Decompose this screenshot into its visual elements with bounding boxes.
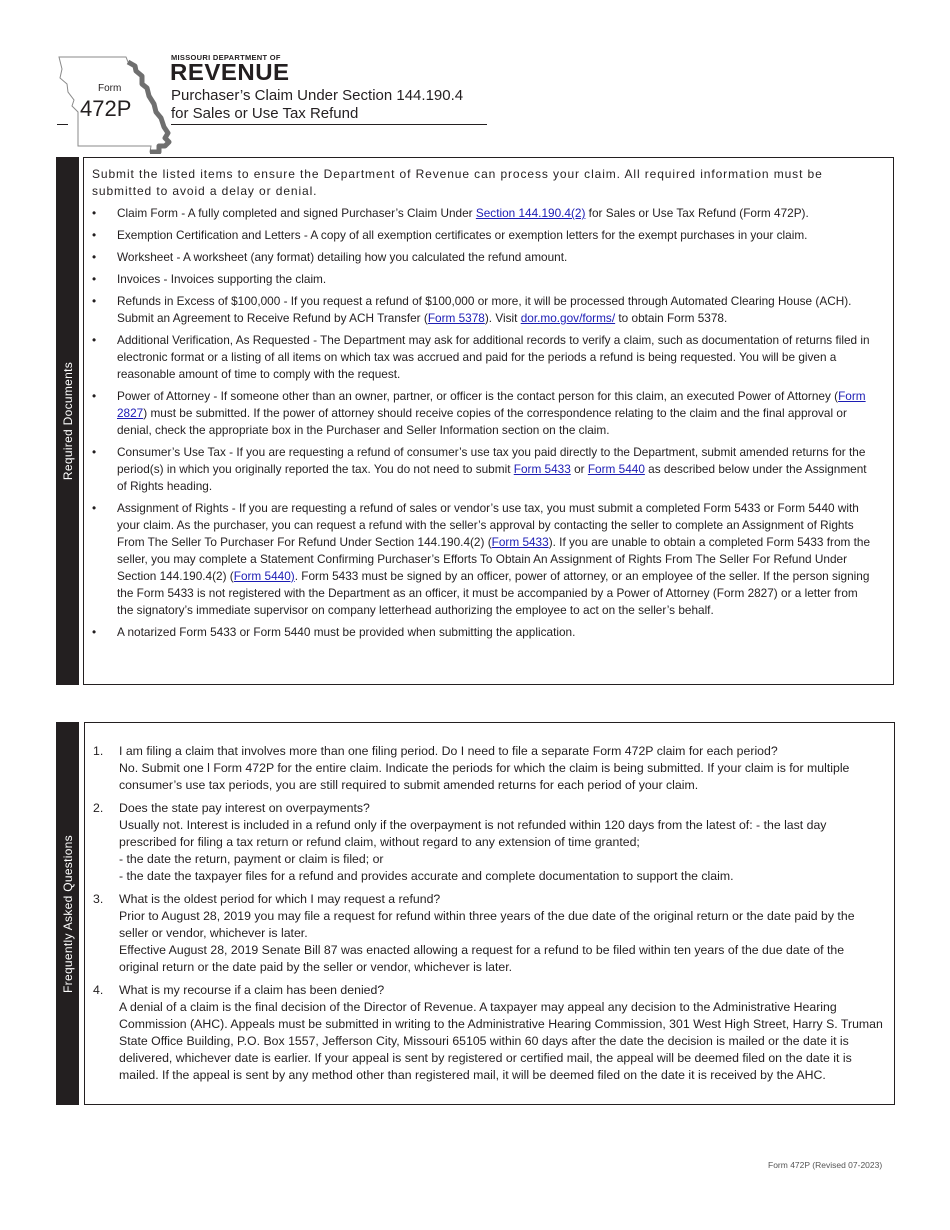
faq-number: 3. (93, 892, 104, 906)
faq-number: 4. (93, 983, 104, 997)
required-documents-section (83, 157, 894, 685)
form-link[interactable]: Form 2827 (117, 389, 866, 420)
page-title (171, 87, 463, 123)
form-label: Form (98, 83, 122, 94)
agency-state-line: MISSOURI DEPARTMENT OF (171, 53, 281, 62)
item-text: Additional Verification, As Requested - The Department may ask for additional records to verify a claim, such as documentation of returns filed in electronic format or a listing of all items on which tax was accrued and paid for the periods a refund is being requested. You will be given a reasonable amount of time to comply with the request. (117, 333, 870, 381)
item-text: A notarized Form 5433 or Form 5440 must be provided when submitting the application. (117, 625, 576, 639)
faq-question: Does the state pay interest on overpayments? (119, 801, 370, 815)
form-link[interactable]: Form 5433 (513, 462, 571, 476)
item-text: Worksheet - A worksheet (any format) detailing how you calculated the refund amount. (117, 250, 568, 264)
faq-item (93, 800, 884, 885)
faq-number: 1. (93, 744, 104, 758)
required-document-item (92, 205, 870, 222)
item-text: Consumer’s Use Tax - If you are requesting a refund of consumer’s use tax you paid directly to the Department, submit amended returns for the period(s) in which you originally reported the tax. You do not need to submit (117, 445, 866, 476)
faq-number: 2. (93, 801, 104, 815)
faq-section (84, 722, 895, 1105)
agency-logo-wordmark: REVENUE (170, 60, 290, 86)
item-text: Assignment of Rights - If you are requesting a refund of sales or vendor’s use tax, you must submit a completed Form 5433 or Form 5440 with your claim. As the purchaser, you can request a refund with the seller’s approval by contacting the seller to complete an Assignment of Rights From The Seller To Purchaser For Refund Under Section 144.190.4(2) ( (117, 501, 859, 549)
item-text: Exemption Certification and Letters - A copy of all exemption certificates or exemption letters for the exempt purchases in your claim. (117, 228, 808, 242)
required-document-item (92, 500, 870, 619)
faq-item (93, 982, 884, 1084)
faq-answer: No. Submit one l Form 472P for the entire claim. Indicate the periods for which the claim is being submitted. If your claim is for multiple consumer’s use tax periods, you are still required to submit amended returns for each period of your claim. (119, 761, 850, 792)
form-number: 472P (80, 96, 132, 121)
item-text: ) must be submitted. If the power of attorney should receive copies of the correspondence relating to the claim and the final approval or denial, check the appropriate box in the Purchaser and Seller Information section on the claim. (117, 406, 847, 437)
form-revision-footer: Form 472P (Revised 07-2023) (768, 1160, 883, 1170)
item-text: for Sales or Use Tax Refund (Form 472P). (585, 206, 809, 220)
faq-tab (56, 722, 79, 1105)
item-text: . Form 5433 must be signed by an officer, power of attorney, or an employee of the seller. If the person signing the Form 5433 is not registered with the Department as an officer, it must be accompanied by a Power of Attorney (Form 2827) or a letter from the signatory’s immediate supervisor on company letterhead authorizing the employee to act on the seller’s behalf. (117, 569, 870, 617)
required-document-item (92, 271, 870, 288)
faq-list (93, 743, 884, 1084)
required-documents-tab-label: Required Documents (60, 361, 75, 481)
faq-answer: Effective August 28, 2019 Senate Bill 87 was enacted allowing a request for a refund to be filed within ten years of the due date of the original return or the date paid by the seller or vendor, whichever is later. (119, 943, 845, 974)
faq-answer: Usually not. Interest is included in a refund only if the overpayment is not refunded within 120 days from the latest of: - the last day prescribed for filing a tax return or refund claim, without regard to any extension of time granted; (119, 818, 827, 849)
item-text: ). If you are unable to obtain a completed Form 5433 from the seller, you may complete a Statement Confirming Purchaser’s Efforts To Obtain An Assignment of Rights From The Seller For Refund Under Section 144.190.4(2) ( (117, 535, 871, 583)
required-documents-list (92, 205, 870, 641)
item-text: ). Visit (484, 311, 521, 325)
required-document-item (92, 227, 870, 244)
required-documents-intro: Submit the listed items to ensure the Department of Revenue can process your claim. All required information must be submitted to avoid a delay or denial. (92, 167, 823, 198)
faq-item (93, 891, 884, 976)
title-line-2: for Sales or Use Tax Refund (171, 105, 359, 122)
form-link[interactable]: Form 5433 (491, 535, 549, 549)
required-document-item (92, 293, 870, 327)
title-underline (171, 124, 487, 125)
required-document-item (92, 624, 870, 641)
item-text: Invoices - Invoices supporting the claim. (117, 272, 327, 286)
form-link[interactable]: Section 144.190.4(2) (475, 206, 586, 220)
faq-question: I am filing a claim that involves more than one filing period. Do I need to file a separate Form 472P claim for each period? (119, 744, 778, 758)
header-tick-mark (57, 124, 68, 125)
faq-question: What is my recourse if a claim has been denied? (119, 983, 385, 997)
form-link[interactable]: Form 5440) (233, 569, 295, 583)
form-link[interactable]: Form 5440 (587, 462, 645, 476)
required-document-item (92, 249, 870, 266)
faq-answer: Prior to August 28, 2019 you may file a request for refund within three years of the due date of the original return or the date paid by the seller or vendor, whichever is later. (119, 909, 855, 940)
item-text: to obtain Form 5378. (615, 311, 728, 325)
item-text: Claim Form - A fully completed and signed Purchaser’s Claim Under (117, 206, 476, 220)
form-link[interactable]: Form 5378 (427, 311, 485, 325)
faq-answer: A denial of a claim is the final decision of the Director of Revenue. A taxpayer may appeal any decision to the Administrative Hearing Commission (AHC). Appeals must be submitted in writing to the Administrative Hearing Commission, 301 West High Street, Harry S. Truman State Office Building, P.O. Box 1557, Jefferson City, Missouri 65105 within 60 days after the date the decision is mailed or the date it is delivered, whichever date is earlier. If your appeal is sent by registered or certified mail, the appeal will be deemed filed on the date it is mailed. If the appeal is sent by any method other than registered mail, it will be deemed filed on the date it is received by the AHC. (119, 1000, 883, 1082)
required-documents-tab (56, 157, 79, 685)
title-line-1: Purchaser’s Claim Under Section 144.190.4 (171, 87, 464, 104)
required-document-item (92, 444, 870, 495)
item-text: Refunds in Excess of $100,000 - If you request a refund of $100,000 or more, it will be processed through Automated Clearing House (ACH). Submit an Agreement to Receive Refund by ACH Transfer ( (117, 294, 852, 325)
form-link[interactable]: dor.mo.gov/forms/ (520, 311, 616, 325)
faq-tab-label: Frequently Asked Questions (60, 834, 75, 993)
required-document-item (92, 332, 870, 383)
faq-answer: - the date the taxpayer files for a refund and provides accurate and complete documentation to support the claim. (119, 869, 734, 883)
faq-answer: - the date the return, payment or claim is filed; or (119, 852, 384, 866)
required-document-item (92, 388, 870, 439)
item-text: as described below under the Assignment of Rights heading. (117, 462, 867, 493)
item-text: Power of Attorney - If someone other than an owner, partner, or officer is the contact person for this claim, an executed Power of Attorney ( (117, 389, 839, 403)
faq-question: What is the oldest period for which I may request a refund? (119, 892, 441, 906)
item-text: or (570, 462, 588, 476)
faq-item (93, 743, 884, 794)
